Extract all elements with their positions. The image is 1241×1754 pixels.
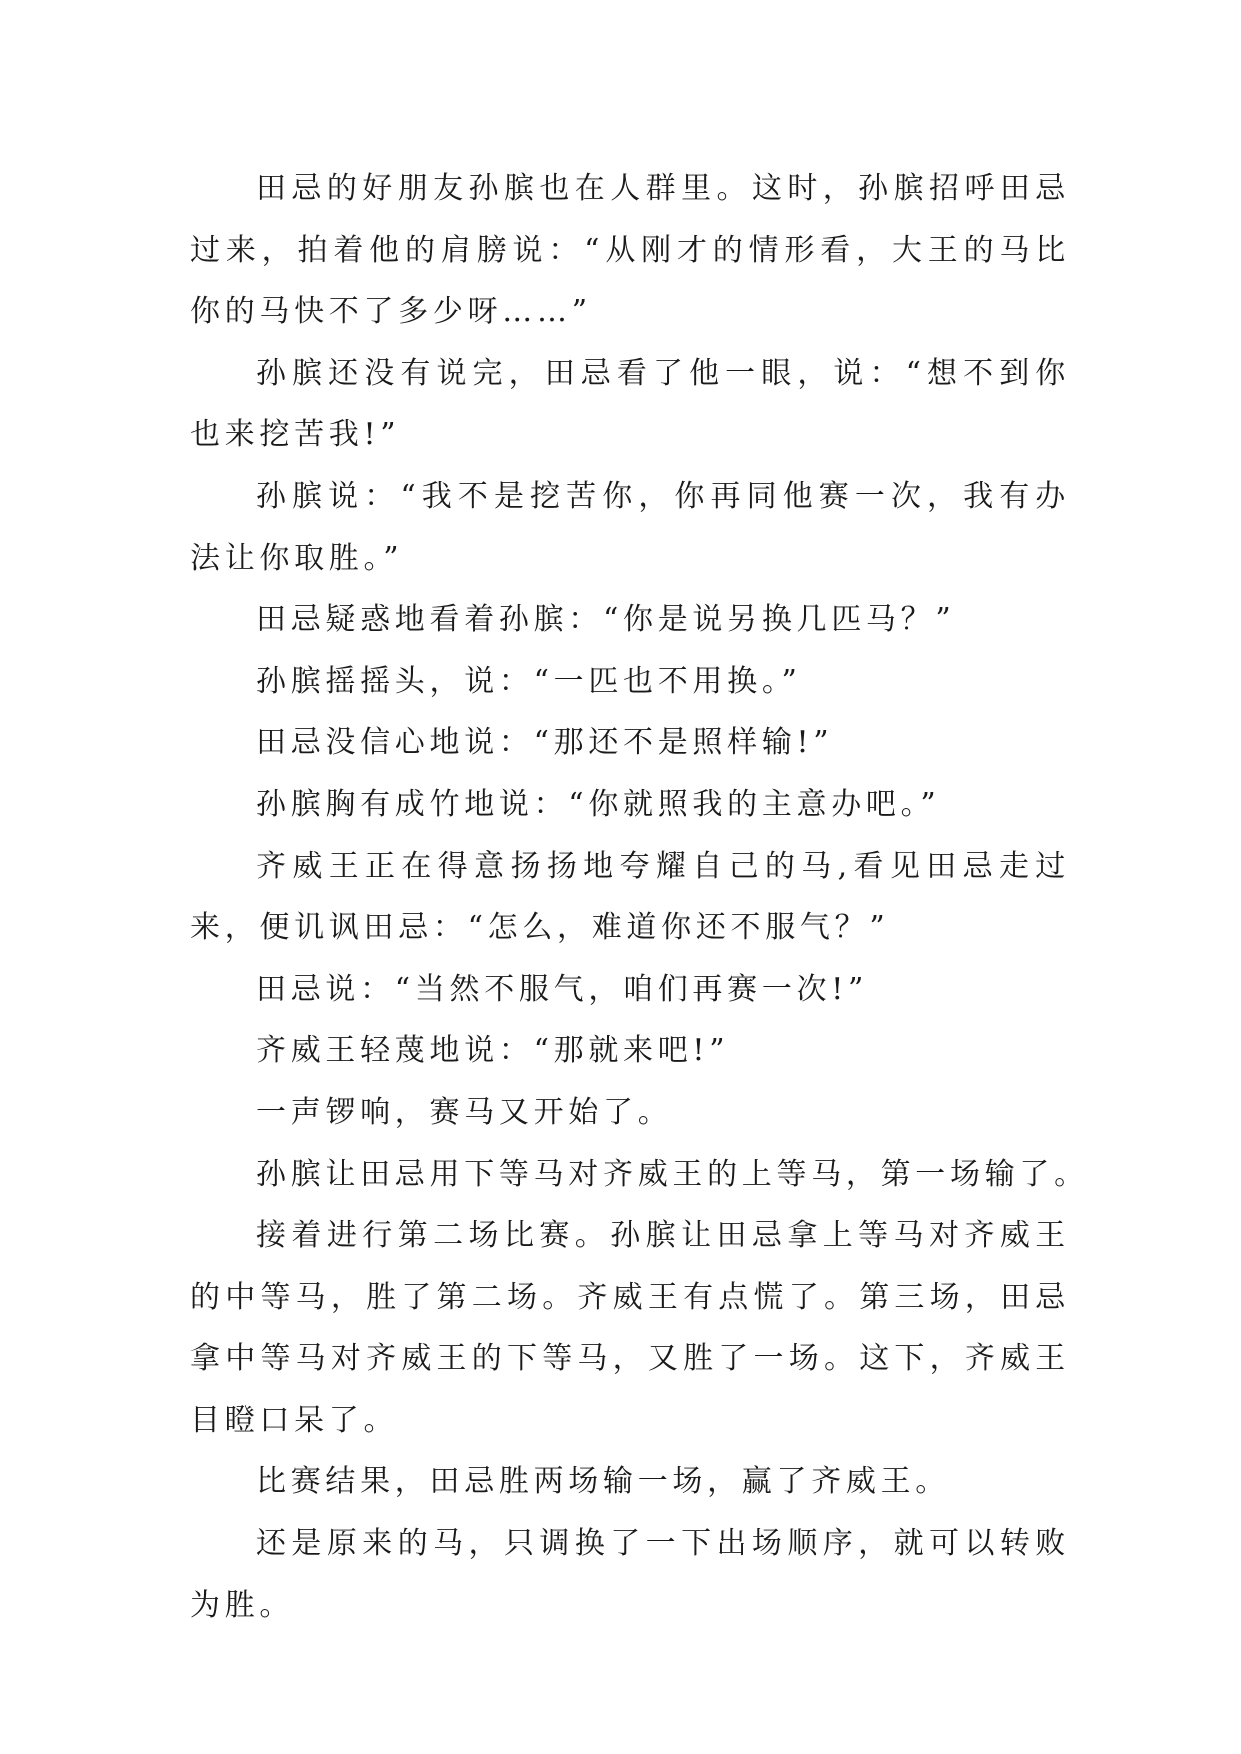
- paragraph: 还是原来的马，只调换了一下出场顺序，就可以转败为胜。: [190, 1526, 1070, 1623]
- paragraph: 田忌说：“当然不服气，咱们再赛一次!”: [256, 971, 869, 1007]
- paragraph: 一声锣响，赛马又开始了。: [256, 1094, 673, 1130]
- paragraph: 田忌没信心地说：“那还不是照样输!”: [256, 725, 834, 761]
- story-text: [190, 158, 1089, 1636]
- paragraph: 齐威王正在得意扬扬地夸耀自己的马,看见田忌走过来，便讥讽田忌：“怎么，难道你还不服气？”: [190, 848, 1070, 946]
- paragraph: 孙膑让田忌用下等马对齐威王的上等马，第一场输了。: [256, 1156, 1089, 1192]
- paragraph: 田忌疑惑地看着孙膑：“你是说另换几匹马？”: [256, 602, 956, 638]
- paragraph: 比赛结果，田忌胜两场输一场，赢了齐威王。: [256, 1464, 950, 1500]
- paragraph: 孙膑胸有成竹地说：“你就照我的主意办吧。”: [256, 786, 941, 822]
- paragraph: 田忌的好朋友孙膑也在人群里。这时，孙膑招呼田忌过来，拍着他的肩膀说：“从刚才的情形看，大王的马比你的马快不了多少呀……”: [190, 171, 1070, 330]
- paragraph: 孙膑还没有说完，田忌看了他一眼，说：“想不到你也来挖苦我!”: [190, 355, 1070, 453]
- paragraph: 齐威王轻蔑地说：“那就来吧!”: [256, 1033, 730, 1069]
- paragraph: 接着进行第二场比赛。孙膑让田忌拿上等马对齐威王的中等马，胜了第二场。齐威王有点慌了。第三场，田忌拿中等马对齐威王的下等马，又胜了一场。这下，齐威王目瞪口呆了。: [190, 1218, 1070, 1438]
- paragraph: 孙膑摇摇头，说：“一匹也不用换。”: [256, 663, 802, 699]
- paragraph: 孙膑说：“我不是挖苦你，你再同他赛一次，我有办法让你取胜。”: [190, 478, 1070, 576]
